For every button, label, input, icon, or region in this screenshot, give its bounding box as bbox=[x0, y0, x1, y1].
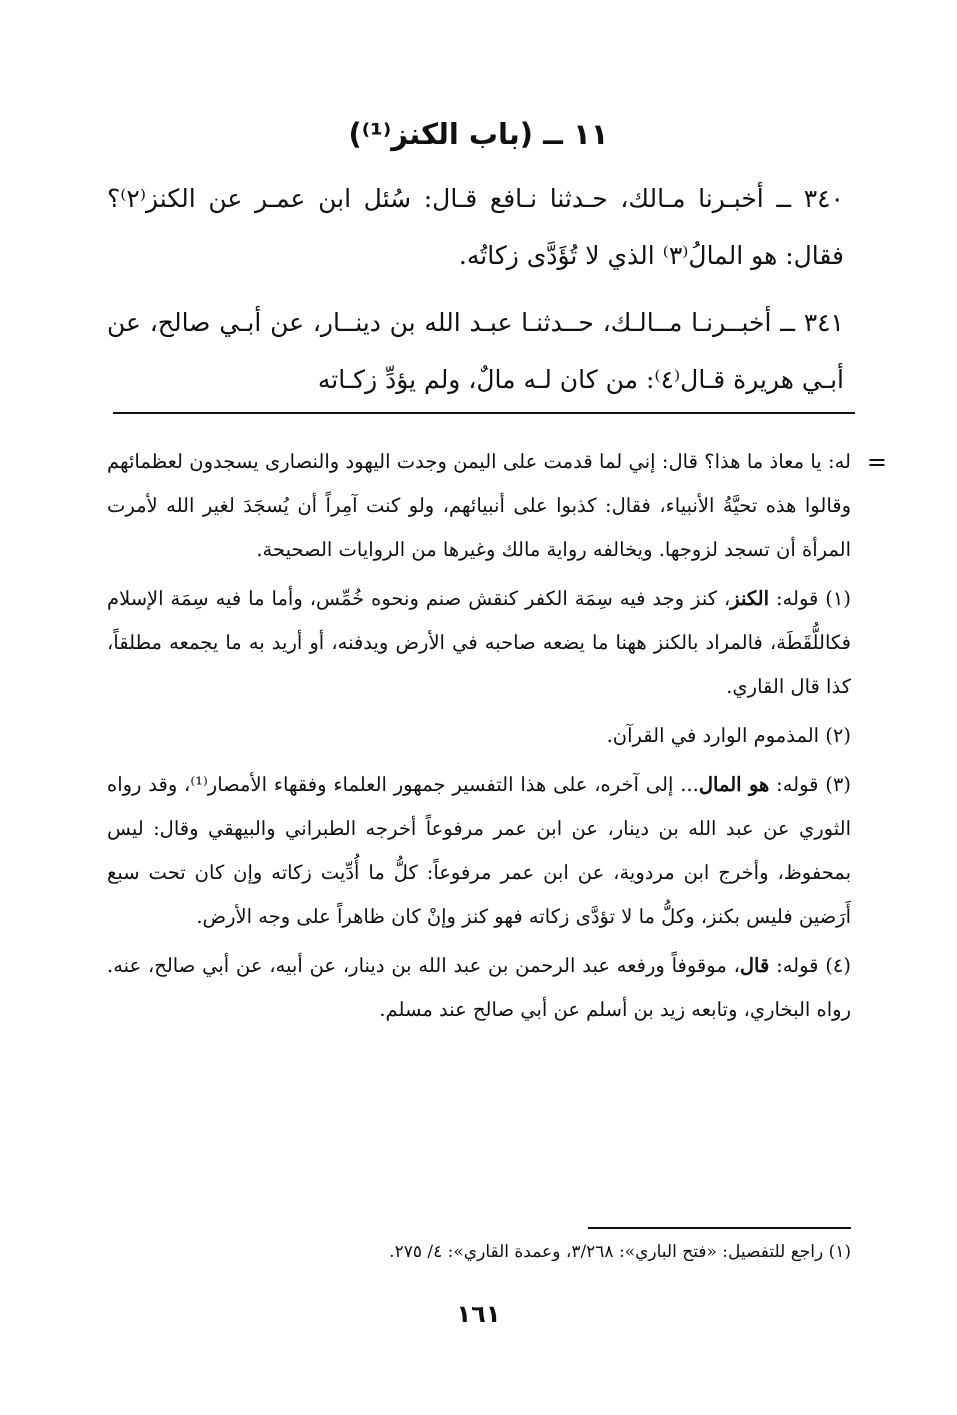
note-4 bbox=[107, 944, 851, 1032]
main-divider bbox=[113, 412, 855, 414]
note-text: ، كنز وجد فيه سِمَة الكفر كنقش صنم ونحوه خُمِّس، وأما ما فيه سِمَة الإسلام فكاللُّقَطَة، فالمراد بالكنز ههنا ما يضعه صاحبه في الأرض ويدفنه، أو أريد به ما يجمعه مطلقاً، كذا قال القاري. bbox=[107, 587, 851, 698]
note-lead: (١) قوله: bbox=[769, 587, 851, 610]
note-text: ، موقوفاً ورفعه عبد الرحمن بن عبد الله بن دينار، عن أبيه، عن أبي صالح، عنه. رواه البخاري، وتابعه زيد بن أسلم عن أبي صالح عند مسلم. bbox=[107, 954, 851, 1021]
note-lead: (٣) قوله: bbox=[769, 773, 851, 796]
note-keyword: الكنز bbox=[730, 587, 770, 610]
note-lead: (٤) قوله: bbox=[769, 954, 851, 977]
note-text: ... إلى آخره، على هذا التفسير جمهور العلماء وفقهاء الأمصار⁽¹⁾، وقد رواه الثوري عن عبد الله بن دينار، عن ابن عمر مرفوعاً أخرجه الطبراني والبيهقي وقال: ليس بمحفوظ، وأخرج ابن مردوية، عن ابن عمر مرفوعاً: كلُّ ما أُدِّيت زكاته وإن كان تحت سبع أَرَضين فليس بكنز، وكلُّ ما لا تؤدَّى زكاته فهو كنز وإنْ كان ظاهراً على وجه الأرض. bbox=[107, 773, 851, 928]
note-keyword: قال bbox=[739, 954, 770, 977]
note-2 bbox=[107, 714, 851, 758]
commentary-notes bbox=[107, 440, 851, 1032]
hadith-340: ٣٤٠ ــ أخبـرنا مـالك، حـدثنا نـافع قـال: سُئل ابن عمـر عن الكنز⁽٢⁾؟ فقال: هو المالُ⁽٣⁾ الذي لا تُؤَدَّى زكاتُه. bbox=[107, 184, 844, 270]
note-continuation bbox=[107, 440, 851, 572]
note-text: له: يا معاذ ما هذا؟ قال: إني لما قدمت على اليمن وجدت اليهود والنصارى يسجدون لعظمائهم وقالوا هذه تحيَّةُ الأنبياء، فقال: كذبوا على أنبيائهم، ولو كنت آمِراً أن يُسجَدَ لغير الله لأمرت المرأة أن تسجد لزوجها. ويخالفه رواية مالك وغيرها من الروايات الصحيحة. bbox=[107, 450, 851, 561]
footnote: (١) راجع للتفصيل: «فتح الباري»: ٣/٢٦٨، وعمدة القاري»: ٤/ ٢٧٥. bbox=[389, 1242, 851, 1262]
continuation-mark: = bbox=[866, 448, 887, 476]
note-lead: (٢) bbox=[819, 724, 851, 747]
note-1 bbox=[107, 577, 851, 709]
hadith-341: ٣٤١ ــ أخبــرنـا مــالـك، حــدثنـا عبـد الله بن دينــار، عن أبـي صالح، عن أبـي هريرة قـال⁽٤⁾: من كان لـه مالٌ، ولم يؤدِّ زكـاته bbox=[107, 308, 844, 394]
chapter-heading: ١١ ــ (باب الكنز⁽¹⁾) bbox=[348, 117, 609, 151]
note-text: المذموم الوارد في القرآن. bbox=[606, 724, 820, 747]
note-3 bbox=[107, 763, 851, 939]
main-text bbox=[107, 170, 844, 408]
note-keyword: هو المال bbox=[698, 773, 770, 796]
page-number: ١٦١ bbox=[456, 1300, 501, 1328]
footnote-divider bbox=[588, 1227, 851, 1229]
